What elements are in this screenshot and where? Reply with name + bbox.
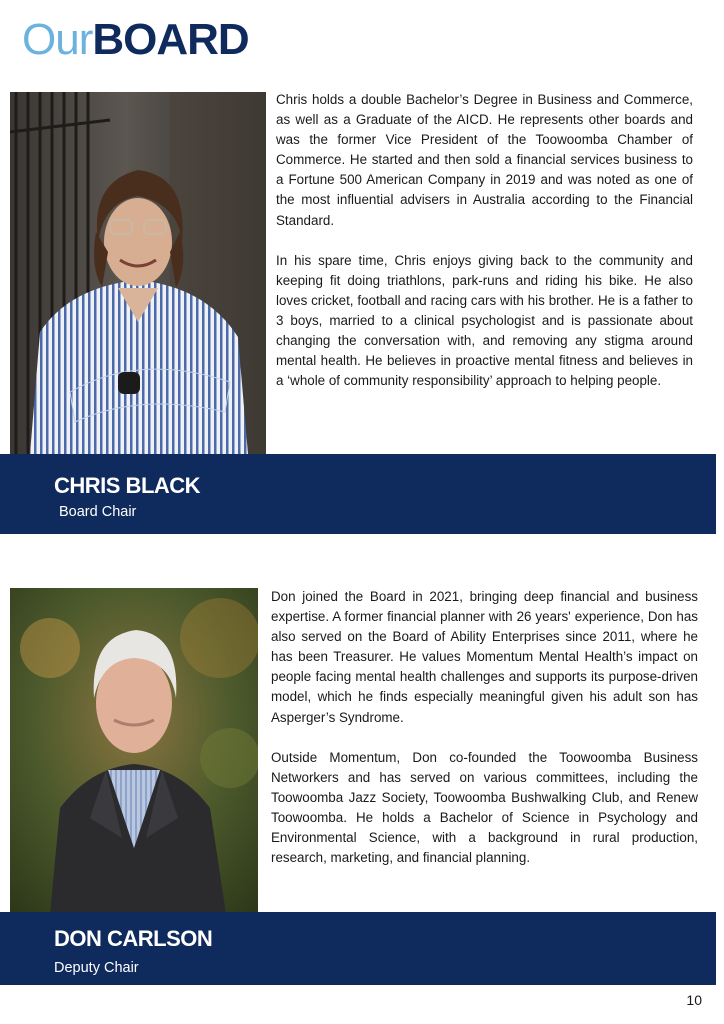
chris-black-photo xyxy=(10,92,266,454)
page-title-light: Our xyxy=(22,15,93,64)
bio-paragraph: Don joined the Board in 2021, bringing deep financial and business expertise. A former financial planner with 26 years' experience, Don has also served on the Board of Ability Enterprises since 2011, where he has been Treasurer. He values Momentum Mental Health’s impact on people facing mental health challenges and supports its purpose-driven model, which he finds especially meaningful given his adult son has Asperger’s Syndrome. xyxy=(271,589,698,725)
bio-paragraph: Chris holds a double Bachelor’s Degree in Business and Commerce, as well as a Graduate of the AICD. He represents other boards and was the former Vice President of the Toowoomba Chamber of Commerce. He started and then sold a financial services business to a Fortune 500 American Company in 2019 and was noted as one of the most influential advisers in Australia according to the Financial Standard. xyxy=(276,92,693,228)
page-title-bold: BOARD xyxy=(92,15,249,64)
don-carlson-bio xyxy=(271,587,698,888)
chris-black-bio xyxy=(276,90,693,411)
name-band xyxy=(0,454,716,534)
page-number: 10 xyxy=(686,992,702,1008)
member-name: CHRIS BLACK xyxy=(54,473,201,498)
bio-paragraph: In his spare time, Chris enjoys giving back to the community and keeping fit doing triathlons, park-runs and riding his bike. He also loves cricket, football and racing cars with his brother. He is a father to 3 boys, married to a clinical psychologist and is passionate about changing the conversation with, and removing any stigma around mental health. He believes in proactive mental fitness and believes in a ‘whole of community responsibility’ approach to helping people. xyxy=(276,252,693,389)
page-title xyxy=(22,12,249,68)
member-role: Deputy Chair xyxy=(54,960,139,976)
don-carlson-photo xyxy=(10,588,258,914)
name-band xyxy=(0,912,716,985)
member-name: DON CARLSON xyxy=(54,926,213,951)
member-role: Board Chair xyxy=(59,504,137,520)
bio-paragraph: Outside Momentum, Don co-founded the Toowoomba Business Networkers and has served on various committees, including the Toowoomba Jazz Society, Toowoomba Bushwalking Club, and Renew Toowoomba. He holds a Bachelor of Science in Psychology and Environmental Science, with a background in rural production, research, marketing, and financial planning. xyxy=(271,749,698,866)
